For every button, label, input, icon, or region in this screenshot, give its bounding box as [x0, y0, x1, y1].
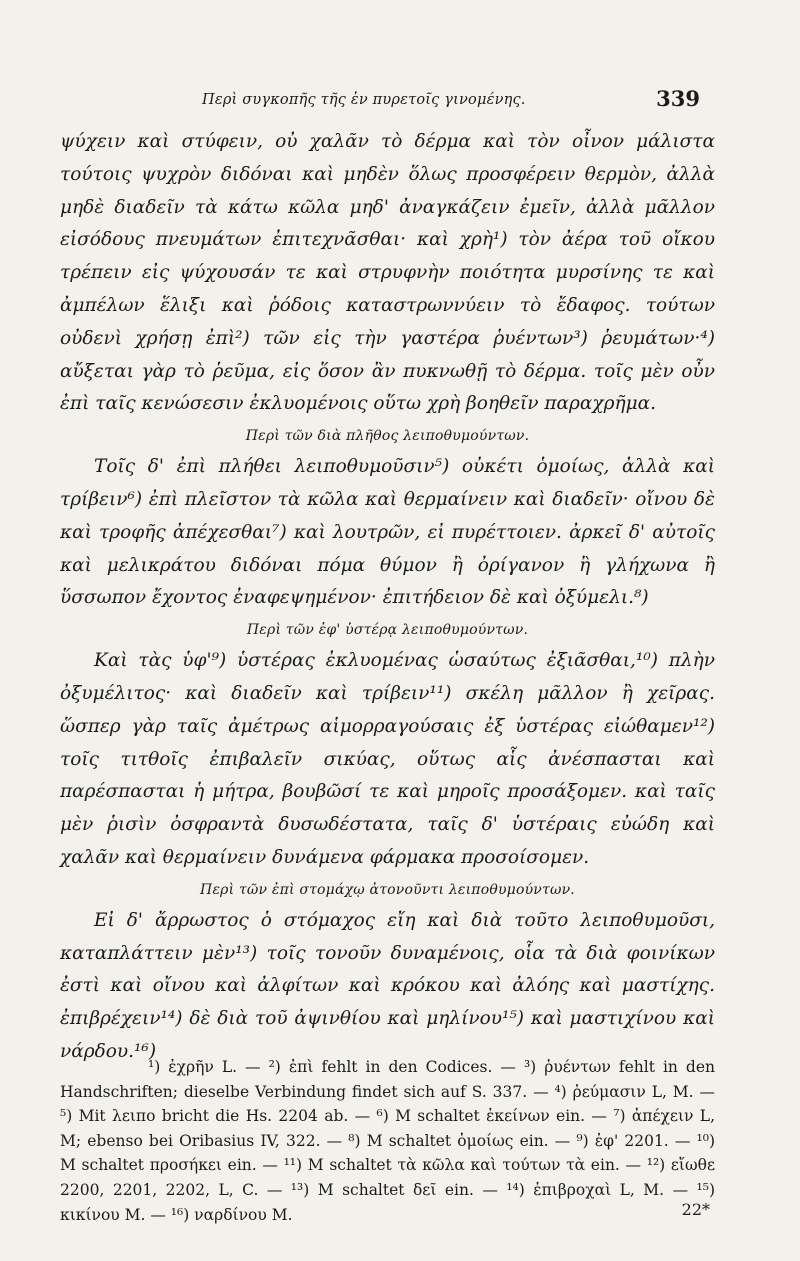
running-title: Περὶ συγκοπῆς τῆς ἐν πυρετοῖς γινομένης.: [202, 92, 526, 108]
paragraph-2: Τοῖς δ' ἐπὶ πλήθει λειποθυμοῦσιν⁵) οὐκέτι ὁμοίως, ἀλλὰ καὶ τρίβειν⁶) ἐπὶ πλεῖστον τὰ κῶλα καὶ θερμαίνειν καὶ διαδεῖν· οἴνου δὲ καὶ τροφῆς ἀπέχεσθαι⁷) καὶ λουτρῶν, εἰ πυρέττοιεν. ἀρκεῖ δ' αὐτοῖς καὶ μελικράτου διδόναι πόμα θύμον ἢ ὀρίγανον ἢ γλήχωνα ἢ ὕσσωπον ἔχοντος ἐναφεψημένον· ἐπιτήδειον δὲ καὶ ὀξύμελι.⁸): [60, 456, 715, 609]
section-heading-1: Περὶ τῶν διὰ πλῆθος λειποθυμούντων.: [245, 428, 530, 445]
paragraph-3: Καὶ τὰς ὑφ'⁹) ὑστέρας ἐκλυομένας ὡσαύτως ἐξιᾶσθαι,¹⁰) πλὴν ὀξυμέλιτος· καὶ διαδεῖν καὶ τρίβειν¹¹) σκέλη μᾶλλον ἢ χεῖρας. ὥσπερ γὰρ ταῖς ἀμέτρως αἱμορραγούσαις ἐξ ὑστέρας εἰώθαμεν¹²) τοῖς τιτθοῖς ἐπιβαλεῖν σικύας, οὕτως αἷς ἀνέσπασται καὶ παρέσπασται ἡ μήτρα, βουβῶσί τε καὶ μηροῖς προσάξομεν. καὶ ταῖς μὲν ῥισὶν ὀσφραντὰ δυσωδέστατα, ταῖς δ' ὑστέραις εὐώδη καὶ χαλᾶν καὶ θερμαίνειν δυνάμενα φάρμακα προσοίσομεν.: [60, 650, 715, 868]
main-text: [60, 126, 715, 1069]
paragraph-4: Εἰ δ' ἄρρωστος ὁ στόμαχος εἴη καὶ διὰ τοῦτο λειποθυμοῦσι, καταπλάττειν μὲν¹³) τοῖς τονοῦν δυναμένοις, οἷα τὰ διὰ φοινίκων ἐστὶ καὶ οἴνου καὶ ἀλφίτων καὶ κρόκου καὶ ἀλόης καὶ μαστίχης. ἐπιβρέχειν¹⁴) δὲ διὰ τοῦ ἀψινθίου καὶ μηλίνου¹⁵) καὶ μαστιχίνου καὶ νάρδου.¹⁶): [60, 909, 715, 1062]
footnotes: [60, 1055, 715, 1227]
section-heading-2: Περὶ τῶν ἐφ' ὑστέρᾳ λειποθυμούντων.: [246, 622, 529, 639]
paragraph-1: ψύχειν καὶ στύφειν, οὐ χαλᾶν τὸ δέρμα καὶ τὸν οἶνον μάλιστα τούτοις ψυχρὸν διδόναι καὶ μηδὲν ὅλως προσφέρειν θερμὸν, ἀλλὰ μηδὲ διαδεῖν τὰ κάτω κῶλα μηδ' ἀναγκάζειν ἐμεῖν, ἀλλὰ μᾶλλον εἰσόδους πνευμάτων ἐπιτεχνᾶσθαι· καὶ χρὴ¹) τὸν ἀέρα τοῦ οἴκου τρέπειν εἰς ψύχουσάν τε καὶ στρυφνὴν ποιότητα μυρσίνης τε καὶ ἀμπέλων ἕλιξι καὶ ῥόδοις καταστρωννύειν τὸ ἔδαφος. τούτων οὐδενὶ χρήσῃ ἐπὶ²) τῶν εἰς τὴν γαστέρα ῥυέντων³) ῥευμάτων·⁴) αὔξεται γὰρ τὸ ῥεῦμα, εἰς ὅσον ἂν πυκνωθῇ τὸ δέρμα. τοῖς μὲν οὖν ἐπὶ ταῖς κενώσεσιν ἐκλυομένοις οὕτω χρὴ βοηθεῖν παραχρῆμα.: [60, 131, 715, 415]
signature-mark: 22*: [681, 1200, 710, 1219]
footnote-text: ¹) ἐχρῆν L. — ²) ἐπὶ fehlt in den Codices. — ³) ῥυέντων fehlt in den Handschriften; dieselbe Verbindung findet sich auf S. 337. — ⁴) ῥεύμασιν L, M. — ⁵) Mit λειπο bricht die Hs. 2204 ab. — ⁶) M schaltet ἐκείνων ein. — ⁷) ἀπέχειν L, M; ebenso bei Oribasius IV, 322. — ⁸) M schaltet ὁμοίως ein. — ⁹) ἐφ' 2201. — ¹⁰) M schaltet προσήκει ein. — ¹¹) M schaltet τὰ κῶλα καὶ τούτων τὰ ein. — ¹²) εἴωθε 2200, 2201, 2202, L, C. — ¹³) M schaltet δεῖ ein. — ¹⁴) ἐπιβροχαὶ L, M. — ¹⁵) κικίνου M. — ¹⁶) ναρδίνου M.: [60, 1058, 715, 1224]
page-number: 339: [656, 86, 700, 111]
running-header: [70, 86, 700, 116]
section-heading-3: Περὶ τῶν ἐπὶ στομάχῳ ἀτονοῦντι λειποθυμούντων.: [200, 881, 575, 898]
